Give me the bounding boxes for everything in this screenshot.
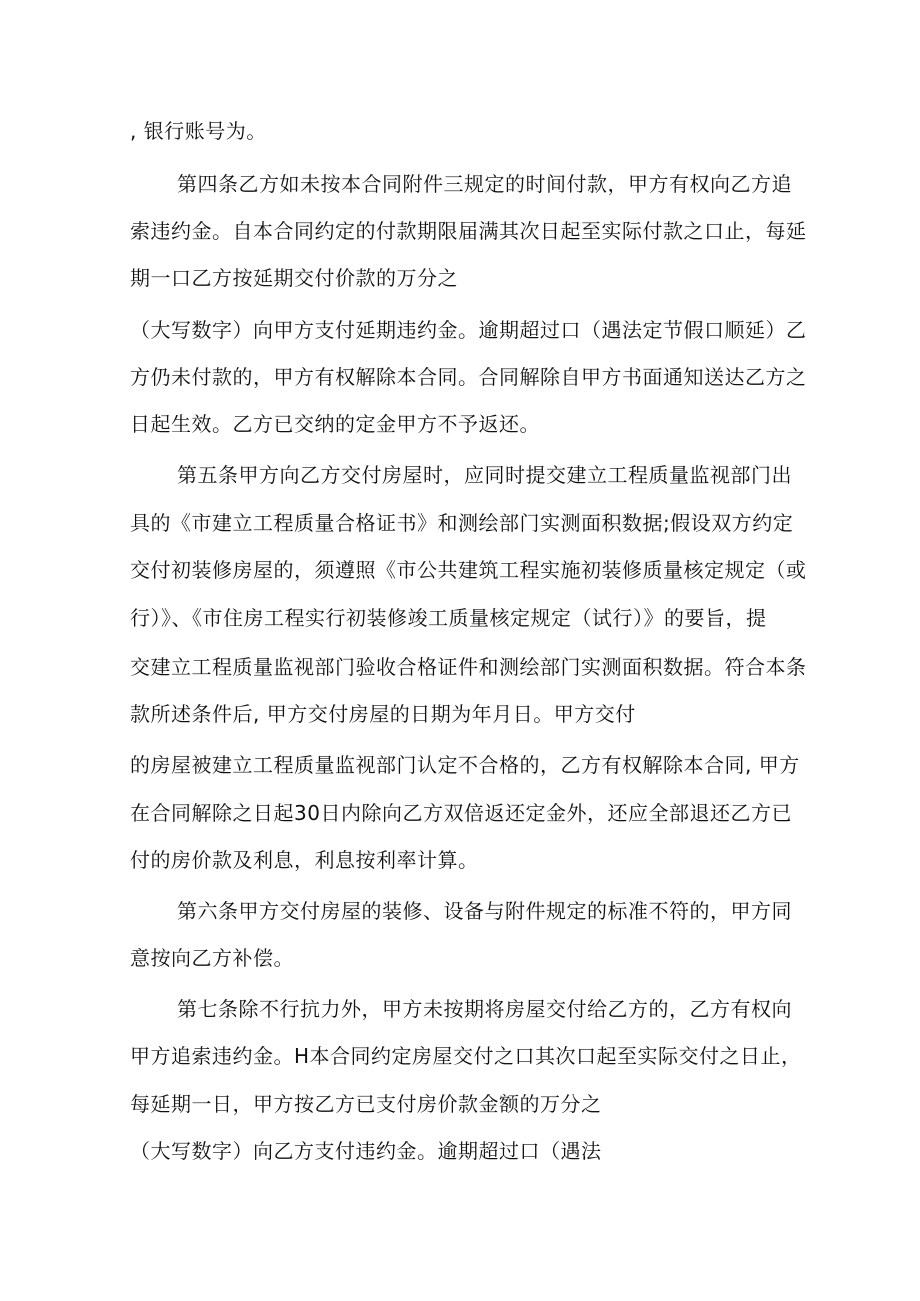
text-line: 甲方追索违约金。H本合同约定房屋交付之口其次口起至实际交付之日止，: [130, 1044, 802, 1068]
text-line: 日起生效。乙方已交纳的定金甲方不予返还。: [130, 412, 540, 436]
text-line: , 银行账号为。: [130, 119, 267, 143]
text-line: 在合同解除之日起30日内除向乙方双倍返还定金外，还应全部退还乙方已: [130, 801, 792, 825]
text-line: 每延期一日，甲方按乙方已支付房价款金额的万分之: [130, 1092, 602, 1116]
text-line: 款所述条件后, 甲方交付房屋的日期为年月日。甲方交付: [130, 702, 636, 726]
text-line: 的房屋被建立工程质量监视部门认定不合格的，乙方有权解除本合同, 甲方: [130, 753, 800, 777]
text-line: （大写数字）向甲方支付延期违约金。逾期超过口（遇法定节假口顺延）乙: [130, 318, 807, 342]
text-line: 索违约金。自本合同约定的付款期限届满其次日起至实际付款之口止，每延: [130, 219, 807, 243]
text-line: 第五条甲方向乙方交付房屋时，应同时提交建立工程质量监视部门出: [177, 463, 792, 487]
text-line: 交建立工程质量监视部门验收合格证件和测绘部门实测面积数据。符合本条: [130, 655, 807, 679]
text-line: 期一口乙方按延期交付价款的万分之: [130, 266, 458, 290]
text-line: 第六条甲方交付房屋的装修、设备与附件规定的标准不符的，甲方同: [177, 899, 792, 923]
text-line: （大写数字）向乙方支付违约金。逾期超过口（遇法: [130, 1139, 602, 1163]
text-line: 具的《市建立工程质量合格证书》和测绘部门实测面积数据;假设双方约定: [130, 511, 794, 535]
text-line: 意按向乙方补偿。: [130, 946, 294, 970]
text-line: 付的房价款及利息，利息按利率计算。: [130, 848, 479, 872]
text-line: 行）》、《市住房工程实行初装修竣工质量核定规定（试行）》的要旨，提: [130, 606, 767, 630]
text-line: 第四条乙方如未按本合同附件三规定的时间付款，甲方有权向乙方追: [177, 172, 792, 196]
text-line: 第七条除不行抗力外，甲方未按期将房屋交付给乙方的，乙方有权向: [177, 997, 792, 1021]
text-line: 交付初装修房屋的，须遵照《市公共建筑工程实施初装修质量核定规定（或: [130, 558, 807, 582]
text-line: 方仍未付款的，甲方有权解除本合同。合同解除自甲方书面通知送达乙方之: [130, 365, 807, 389]
